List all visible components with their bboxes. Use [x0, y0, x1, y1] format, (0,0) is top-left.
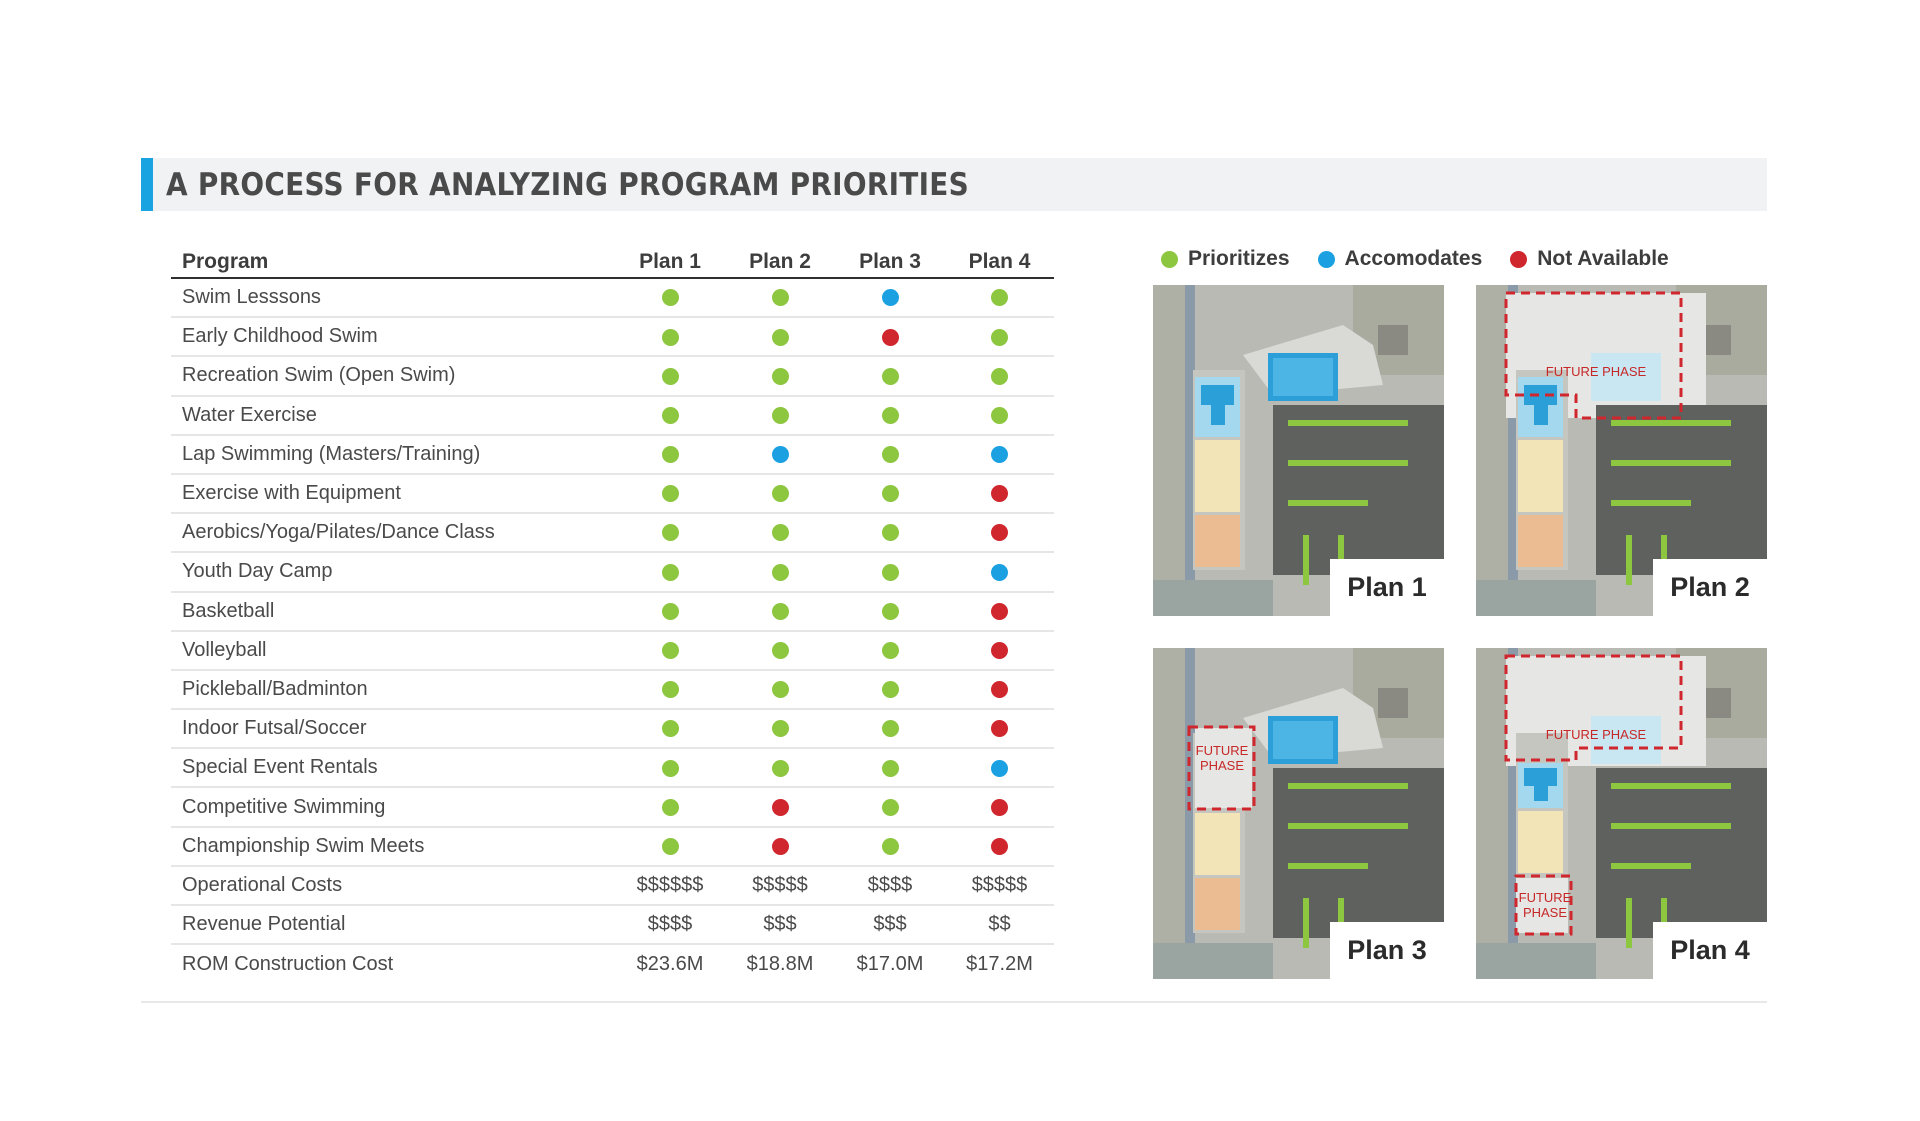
- plan-1-status: [615, 787, 725, 826]
- plan-3-status: [835, 278, 945, 317]
- status-dot: [662, 329, 679, 346]
- table-row: [171, 827, 1054, 866]
- plan-2-status: [725, 435, 835, 474]
- plan-4-value: $$$$$: [945, 866, 1054, 905]
- status-dot: [772, 681, 789, 698]
- status-dot: [991, 838, 1008, 855]
- page-title: A PROCESS FOR ANALYZING PROGRAM PRIORITIES: [166, 167, 970, 203]
- plan-1-status: [615, 592, 725, 631]
- plan-2-status: [725, 709, 835, 748]
- table-row: [171, 670, 1054, 709]
- plan-3-value: $17.0M: [856, 952, 924, 975]
- status-dot: [991, 564, 1008, 581]
- status-dot: [772, 720, 789, 737]
- plan-3-status: [835, 631, 945, 670]
- plan-card-label: Plan 4: [1653, 922, 1767, 979]
- plan-4-value: $17.2M: [966, 952, 1033, 975]
- legend-item: [1510, 247, 1668, 271]
- status-dot: [882, 603, 899, 620]
- legend-label: Not Available: [1537, 247, 1669, 270]
- plan-4-status: [945, 827, 1054, 866]
- status-dot: [772, 485, 789, 502]
- status-dot: [662, 760, 679, 777]
- status-dot: [772, 564, 789, 581]
- plan-3-status: [835, 670, 945, 709]
- program-name: Lap Swimming (Masters/Training): [171, 435, 615, 474]
- table-row: [171, 435, 1054, 474]
- status-dot: [662, 407, 679, 424]
- table-row: [171, 396, 1054, 435]
- plan-3-value: $$$$: [835, 866, 945, 905]
- header-plan-4: Plan 4: [945, 240, 1054, 278]
- status-dot: [991, 681, 1008, 698]
- plan-1-status: [615, 513, 725, 552]
- plan-2-status: [725, 513, 835, 552]
- plan-1-status: [615, 435, 725, 474]
- plan-4-status: [945, 474, 1054, 513]
- status-dot: [662, 838, 679, 855]
- plan-1-value: $$$$$$: [615, 866, 725, 905]
- legend-label: Accomodates: [1344, 247, 1483, 270]
- future-phase-label: FUTURE PHASE: [1518, 890, 1572, 920]
- legend-dot: [1510, 251, 1527, 268]
- program-name: Youth Day Camp: [171, 552, 615, 591]
- plan-card-label: Plan 2: [1653, 559, 1767, 616]
- header-plan-1: Plan 1: [615, 240, 725, 278]
- future-phase-label: FUTURE PHASE: [1545, 364, 1647, 379]
- program-name: Indoor Futsal/Soccer: [171, 709, 615, 748]
- program-name: Water Exercise: [171, 396, 615, 435]
- table-row: [171, 356, 1054, 395]
- plan-2-status: [725, 787, 835, 826]
- table-row: [171, 474, 1054, 513]
- status-dot: [882, 289, 899, 306]
- status-dot: [882, 681, 899, 698]
- table-row: [171, 278, 1054, 317]
- status-dot: [882, 642, 899, 659]
- plan-1-value: $$$$: [615, 905, 725, 944]
- plan-4-status: [945, 435, 1054, 474]
- plan-3-status: [835, 513, 945, 552]
- plan-2-value: $$$: [725, 905, 835, 944]
- plan-1-status: [615, 278, 725, 317]
- plan-1-status: [615, 552, 725, 591]
- program-name: Aerobics/Yoga/Pilates/Dance Class: [171, 513, 615, 552]
- table-row: [171, 513, 1054, 552]
- table-row: [171, 944, 1054, 983]
- table-row: [171, 905, 1054, 944]
- status-dot: [662, 289, 679, 306]
- plan-3-status: [835, 748, 945, 787]
- plan-2-status: [725, 317, 835, 356]
- status-dot: [882, 407, 899, 424]
- status-dot: [882, 329, 899, 346]
- status-dot: [662, 642, 679, 659]
- legend-item: [1318, 247, 1483, 271]
- future-phase-label: FUTURE PHASE: [1545, 727, 1647, 742]
- program-name: ROM Construction Cost: [182, 952, 394, 975]
- status-dot: [991, 760, 1008, 777]
- plan-2-status: [725, 552, 835, 591]
- status-dot: [882, 760, 899, 777]
- plan-1-status: [615, 670, 725, 709]
- plan-4-status: [945, 356, 1054, 395]
- status-dot: [772, 642, 789, 659]
- plan-1-status: [615, 709, 725, 748]
- table-header-row: [171, 240, 1054, 278]
- plan-1-status: [615, 474, 725, 513]
- program-priorities-table: [171, 240, 1054, 983]
- plan-4-value: $$: [945, 905, 1054, 944]
- table-row: [171, 866, 1054, 905]
- plan-3-status: [835, 474, 945, 513]
- program-name: Championship Swim Meets: [171, 827, 615, 866]
- plan-3-status: [835, 709, 945, 748]
- status-dot: [882, 720, 899, 737]
- status-dot: [991, 720, 1008, 737]
- status-dot: [772, 446, 789, 463]
- table-row: [171, 552, 1054, 591]
- plan-3-status: [835, 356, 945, 395]
- plan-1-status: [615, 827, 725, 866]
- plan-4-status: [945, 631, 1054, 670]
- plan-4-status: [945, 592, 1054, 631]
- plan-4-status: [945, 278, 1054, 317]
- program-name: Special Event Rentals: [171, 748, 615, 787]
- plan-2-status: [725, 631, 835, 670]
- plan-3-status: [835, 787, 945, 826]
- plan-2-status: [725, 748, 835, 787]
- plan-2-value: $$$$$: [725, 866, 835, 905]
- status-dot: [882, 524, 899, 541]
- plan-2-site-map: [1476, 285, 1767, 616]
- plan-2-status: [725, 474, 835, 513]
- header-program: Program: [171, 240, 615, 278]
- status-dot: [882, 485, 899, 502]
- plan-2-status: [725, 670, 835, 709]
- program-name: Pickleball/Badminton: [171, 670, 615, 709]
- legend: [1161, 244, 1669, 274]
- status-dot: [882, 368, 899, 385]
- status-dot: [662, 524, 679, 541]
- legend-dot: [1318, 251, 1335, 268]
- table-row: [171, 748, 1054, 787]
- status-dot: [991, 446, 1008, 463]
- plan-1-site-map: [1153, 285, 1444, 616]
- status-dot: [991, 642, 1008, 659]
- status-dot: [662, 485, 679, 502]
- table-row: [171, 317, 1054, 356]
- status-dot: [772, 329, 789, 346]
- plan-1-status: [615, 356, 725, 395]
- plan-3-site-map: [1153, 648, 1444, 979]
- plan-4-site-map: [1476, 648, 1767, 979]
- status-dot: [662, 681, 679, 698]
- status-dot: [991, 485, 1008, 502]
- status-dot: [991, 407, 1008, 424]
- status-dot: [882, 838, 899, 855]
- plan-2-status: [725, 396, 835, 435]
- status-dot: [662, 720, 679, 737]
- table-row: [171, 787, 1054, 826]
- plan-card-label: Plan 3: [1330, 922, 1444, 979]
- plan-2-status: [725, 356, 835, 395]
- program-name: Early Childhood Swim: [171, 317, 615, 356]
- legend-label: Prioritizes: [1188, 247, 1290, 270]
- plan-3-status: [835, 317, 945, 356]
- plan-1-status: [615, 396, 725, 435]
- plan-3-status: [835, 827, 945, 866]
- plan-4-status: [945, 787, 1054, 826]
- status-dot: [772, 799, 789, 816]
- table-row: [171, 631, 1054, 670]
- plan-3-value: $$$: [835, 905, 945, 944]
- status-dot: [882, 446, 899, 463]
- plan-3-status: [835, 435, 945, 474]
- status-dot: [662, 368, 679, 385]
- status-dot: [662, 799, 679, 816]
- program-name: Volleyball: [171, 631, 615, 670]
- status-dot: [662, 603, 679, 620]
- program-name: Revenue Potential: [171, 905, 615, 944]
- status-dot: [772, 407, 789, 424]
- header-plan-2: Plan 2: [725, 240, 835, 278]
- status-dot: [991, 368, 1008, 385]
- plan-2-status: [725, 278, 835, 317]
- program-name: Exercise with Equipment: [171, 474, 615, 513]
- plan-2-status: [725, 592, 835, 631]
- plan-4-status: [945, 552, 1054, 591]
- status-dot: [772, 289, 789, 306]
- status-dot: [662, 564, 679, 581]
- program-name: Competitive Swimming: [171, 787, 615, 826]
- plan-2-status: [725, 827, 835, 866]
- table-row: [171, 592, 1054, 631]
- plan-4-status: [945, 513, 1054, 552]
- program-name: Recreation Swim (Open Swim): [171, 356, 615, 395]
- status-dot: [772, 760, 789, 777]
- status-dot: [882, 564, 899, 581]
- status-dot: [991, 524, 1008, 541]
- plan-2-value: $18.8M: [746, 952, 814, 975]
- status-dot: [772, 838, 789, 855]
- program-name: Swim Lesssons: [171, 278, 615, 317]
- plan-1-status: [615, 748, 725, 787]
- plan-4-status: [945, 709, 1054, 748]
- plan-4-status: [945, 317, 1054, 356]
- status-dot: [772, 368, 789, 385]
- legend-item: [1161, 247, 1290, 271]
- table-body: [171, 278, 1054, 983]
- plan-3-status: [835, 592, 945, 631]
- status-dot: [991, 799, 1008, 816]
- status-dot: [882, 799, 899, 816]
- plan-4-status: [945, 748, 1054, 787]
- program-name: Basketball: [171, 592, 615, 631]
- plan-1-status: [615, 631, 725, 670]
- plan-4-status: [945, 670, 1054, 709]
- status-dot: [772, 603, 789, 620]
- header-plan-3: Plan 3: [835, 240, 945, 278]
- plan-1-value: $23.6M: [636, 952, 704, 975]
- header-accent-bar: [141, 158, 153, 211]
- legend-dot: [1161, 251, 1178, 268]
- status-dot: [991, 603, 1008, 620]
- table-row: [171, 709, 1054, 748]
- program-name: Operational Costs: [171, 866, 615, 905]
- plan-3-status: [835, 552, 945, 591]
- status-dot: [991, 289, 1008, 306]
- plan-3-status: [835, 396, 945, 435]
- bottom-divider: [141, 1001, 1767, 1003]
- plan-card-label: Plan 1: [1330, 559, 1444, 616]
- plan-4-status: [945, 396, 1054, 435]
- status-dot: [772, 524, 789, 541]
- status-dot: [662, 446, 679, 463]
- plan-1-status: [615, 317, 725, 356]
- future-phase-label: FUTURE PHASE: [1195, 743, 1249, 773]
- status-dot: [991, 329, 1008, 346]
